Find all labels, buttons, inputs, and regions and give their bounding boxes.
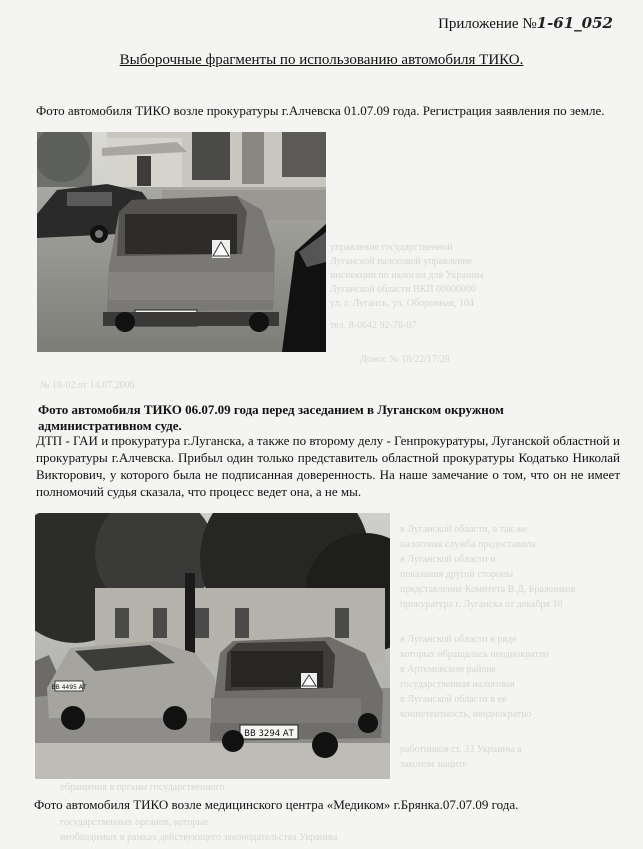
ghost-line: налоговая служба предоставила (400, 539, 536, 550)
ghost-line: Донос № 18/22/17/28 (360, 354, 450, 365)
ghost-line: в Артемовском районе (400, 664, 497, 675)
ghost-line: в Луганской области и (400, 554, 496, 565)
photo-2-heading: Фото автомобиля ТИКО 06.07.09 года перед заседанием в Луганском окружном административном суде. (38, 402, 504, 433)
photo-2-tico-plate: ВВ 3294 АТ (244, 729, 294, 739)
photo-1-caption: Фото автомобиля ТИКО возле прокуратуры г.Алчевска 01.07.09 года. Регистрация заявления по земле. (36, 103, 605, 118)
ghost-line: в Луганской области в ее (400, 694, 507, 705)
ghost-line: законом защите (400, 759, 467, 770)
photo-2-caption: Фото автомобиля ТИКО возле медицинского центра «Медиком» г.Брянка.07.07.09 года. (34, 797, 519, 812)
ghost-line: которых обращалась неоднократно (400, 649, 550, 660)
ghost-line: № 18-02 от 14.07.2006 (40, 380, 135, 391)
ghost-line: ул. г. Луганск, ул. Оборонная, 104 (330, 298, 474, 309)
ghost-line: в Луганской области в ряде (400, 634, 517, 645)
ghost-line: инспекции по налогам для Украины (330, 270, 484, 281)
ghost-line: прокуратура г. Луганска от декабря 10 (400, 599, 563, 610)
photo-1-image (37, 132, 326, 352)
ghost-line: управление государственной (330, 242, 453, 253)
photo-2-image (35, 513, 390, 779)
ghost-line: государственная налоговая (400, 679, 515, 690)
ghost-line: показания другой стороны (400, 569, 514, 580)
photo-tico-alchevsk (37, 132, 326, 352)
photo-2-lanos-plate: ВВ 4495 АТ (51, 684, 87, 691)
ghost-line: обращения в органы государственного (60, 782, 225, 793)
court-session-description: ДТП - ГАИ и прокуратура г.Луганска, а также по второму делу - Генпрокуратуры, Луганской областной и прокуратуры г.Алчевска. Прибыл один только представитель областной прокуратуры Кодатько Николай Викторович, у которого была не подписанная доверенность. На наше замечание о том, что он не имеет полномочий судья сказала, что процесс ведет она, а не мы. (36, 433, 620, 499)
ghost-line: в Луганской области, а так же (400, 524, 528, 535)
ghost-line: работников ст. 33 Украины а (400, 744, 522, 755)
ghost-line: необходимых в рамках действующего законодательства Украины (60, 832, 338, 843)
ghost-line: тел. 8-0642 92-78-07 (330, 320, 417, 331)
ghost-line: Луганской области ВКП 00000000 (330, 284, 477, 295)
ghost-line: Луганской налоговой управление (330, 256, 473, 267)
ghost-line: компетентность, неоднократно (400, 709, 532, 720)
appendix-label (438, 14, 613, 33)
document-title: Выборочные фрагменты по использованию автомобиля ТИКО. (119, 52, 524, 68)
ghost-line: представление Комитета В.Д. Бражников (400, 584, 576, 595)
ghost-line: государственных органов, которые (60, 817, 209, 828)
photo-tico-bryanka (35, 513, 390, 779)
appendix-handwritten-number: 1-61_052 (536, 14, 613, 32)
appendix-text: Приложение № (438, 16, 537, 32)
